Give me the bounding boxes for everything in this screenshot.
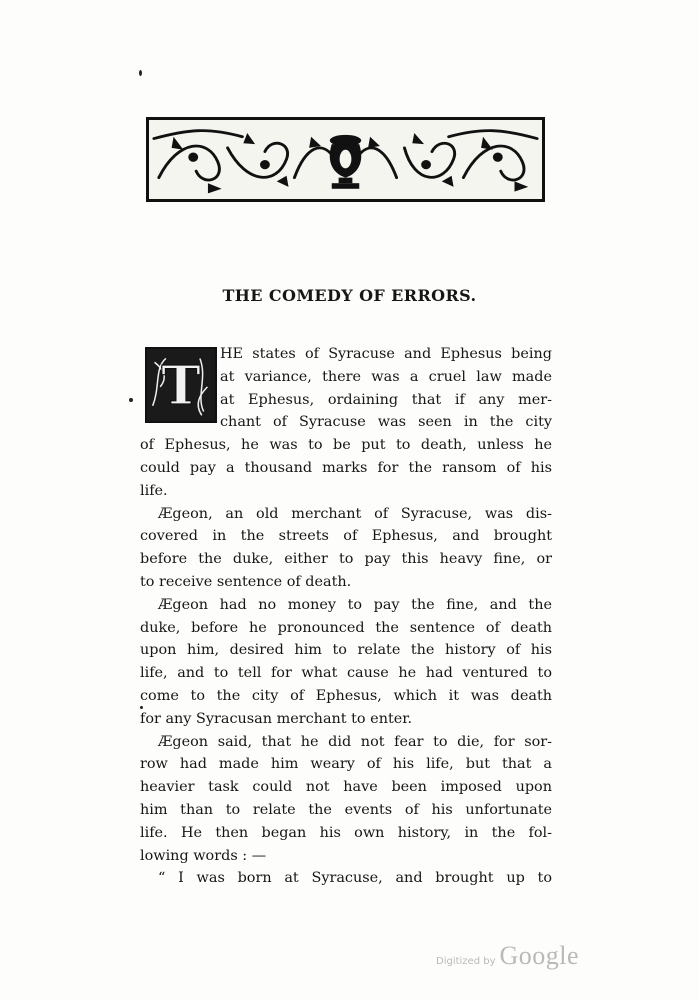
text-line: at Ephesus, ordaining that if any mer- — [220, 391, 552, 408]
chapter-title: THE COMEDY OF ERRORS. — [222, 286, 477, 305]
text-line: before the duke, either to pay this heavy fine, or — [140, 551, 552, 568]
text-line: at variance, there was a cruel law made — [220, 368, 552, 385]
text-line: life, and to tell for what cause he had ventured to — [140, 665, 552, 682]
text-line: for any Syracusan merchant to enter. — [140, 710, 413, 727]
ornamental-headpiece — [146, 117, 545, 202]
paragraph — [140, 503, 552, 594]
watermark-brand: Google — [499, 941, 580, 970]
text-line: life. — [140, 482, 168, 499]
text-line: of Ephesus, he was to be put to death, unless he — [140, 437, 552, 454]
text-line: covered in the streets of Ephesus, and brought — [140, 528, 552, 545]
text-line: Ægeon, an old merchant of Syracuse, was dis- — [158, 505, 552, 522]
text-line: could pay a thousand marks for the ransom of his — [140, 459, 552, 476]
text-line: “ I was born at Syracuse, and brought up to — [158, 870, 552, 887]
body-text — [140, 343, 552, 890]
scan-speck — [139, 70, 142, 76]
text-line: heavier task could not have been imposed upon — [140, 779, 552, 796]
watermark-prefix: Digitized by — [436, 956, 496, 967]
text-line: upon him, desired him to relate the history of his — [140, 642, 552, 659]
text-line: Ægeon had no money to pay the fine, and the — [158, 596, 552, 613]
paragraph — [140, 343, 552, 503]
text-line: come to the city of Ephesus, which it was death — [140, 687, 552, 704]
text-line: chant of Syracuse was seen in the city — [220, 414, 552, 431]
scan-speck — [129, 398, 133, 402]
text-line: row had made him weary of his life, but that a — [140, 756, 552, 773]
digitized-by-watermark — [436, 941, 579, 971]
text-line: Ægeon said, that he did not fear to die, for sor- — [158, 733, 552, 750]
text-line: him than to relate the events of his unfortunate — [140, 801, 552, 818]
text-line: duke, before he pronounced the sentence of death — [140, 619, 552, 636]
paragraph — [140, 731, 552, 868]
paragraph — [140, 594, 552, 731]
drop-cap-letter: T — [161, 354, 201, 417]
text-line: HE states of Syracuse and Ephesus being — [220, 346, 552, 362]
paragraph — [140, 867, 552, 890]
text-line: life. He then began his own history, in the fol- — [140, 824, 552, 841]
text-line: to receive sentence of death. — [140, 573, 352, 590]
text-line: lowing words : — — [140, 847, 267, 864]
